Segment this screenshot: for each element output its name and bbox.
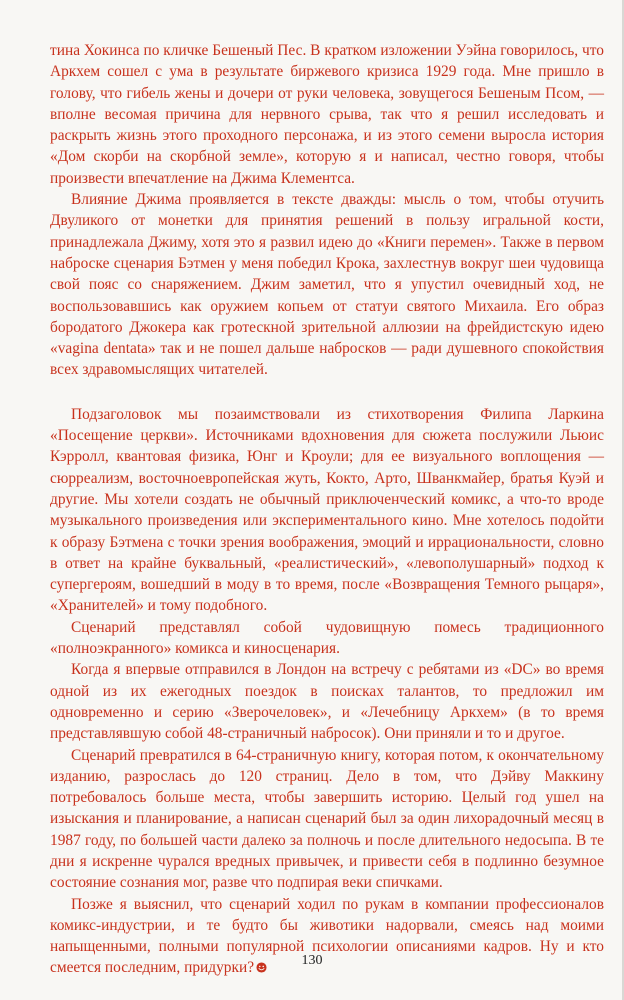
paragraph-1: тина Хокинса по кличке Бешеный Пес. В кратком изложении Уэйна говорилось, что Аркхем сошел с ума в результате биржевого кризиса 1929 года. Мне пришло в голову, что гибель жены и дочери от руки человека, зовущегося Бешеным Псом, — вполне весомая причина для нервного срыва, так что я решил исследовать и раскрыть жизнь этого проходного персонажа, и из этого семени выросла история «Дом скорби на скорбной земле», которую я и написал, честно говоря, чтобы произвести впечатление на Джима Клементса. [50, 42, 604, 187]
paragraph-4: Сценарий представлял собой чудовищную помесь традиционного «полноэкранного» комикса и киносценария. [50, 618, 604, 658]
paragraph-7-text: Позже я выяснил, что сценарий ходил по рукам в компании профессионалов комикс-индустрии, и те будто бы животики надорвали, смеясь над моими напыщенными, полными популярной психологии описаниями кадров. Ну и кто смеется последним, придурки? [50, 895, 604, 977]
paragraph-6: Сценарий превратился в 64-страничную книгу, которая потом, к окончательному изданию, разрослась до 120 страниц. Дело в том, что Дэйву Маккину потребовалось больше места, чтобы завершить историю. Целый год ушел на изыскания и планирование, а написан сценарий был за один лихорадочный месяц в 1987 году, по большей части далеко за полночь и после длительного недосыпа. В те дни я искренне чурался вредных привычек, и привести себя в подлинно безумное состояние сознания мог, разве что подпирая веки спичками. [50, 746, 604, 892]
body-text [50, 40, 604, 979]
page-number: 130 [301, 953, 323, 968]
section-break [50, 381, 604, 404]
paragraph-3: Подзаголовок мы позаимствовали из стихотворения Филипа Ларкина «Посещение церкви». Источниками вдохновения для сюжета послужили Льюис Кэрролл, квантовая физика, Юнг и Кроули; для ее визуального воплощения — сюрреализм, восточноевропейская жуть, Кокто, Арто, Шванкмайер, братья Куэй и другие. Мы хотели создать не обычный приключенческий комикс, а что-то вроде музыкального произведения или экспериментального кино. Мне хотелось подойти к образу Бэтмена с точки зрения воображения, эмоций и иррациональности, словно в ответ на крайне буквальный, «реалистический», «левополушарный» подход к супергероям, вошедший в моду в то время, после «Возвращения Темного рыцаря», «Хранителей» и тому подобного. [50, 405, 604, 615]
paragraph-2: Влияние Джима проявляется в тексте дважды: мысль о том, чтобы отучить Двуликого от монетки для принятия решений в пользу игральной кости, принадлежала Джиму, хотя это я развил идею до «Книги перемен». Также в первом наброске сценария Бэтмен у меня победил Крока, захлестнув вокруг шеи чудовища свой пояс со снаряжением. Джим заметил, что я упустил очевидный ход, не воспользовавшись как оружием копьем от статуи святого Михаила. Его образ бородатого Джокера как гротескной зрительной аллюзии на фрейдистскую идею «vagina dentata» так и не пошел дальше набросков — ради душевного спокойствия всех здравомыслящих читателей. [50, 191, 604, 379]
paragraph-5: Когда я впервые отправился в Лондон на встречу с ребятами из «DC» во время одной из их ежегодных поездок в поисках талантов, то предложил им одновременно и серию «Зверочеловек», и «Лечебницу Аркхем» (в то время представлявшую собой 48-страничный набросок). Они приняли и то и другое. [50, 661, 604, 743]
